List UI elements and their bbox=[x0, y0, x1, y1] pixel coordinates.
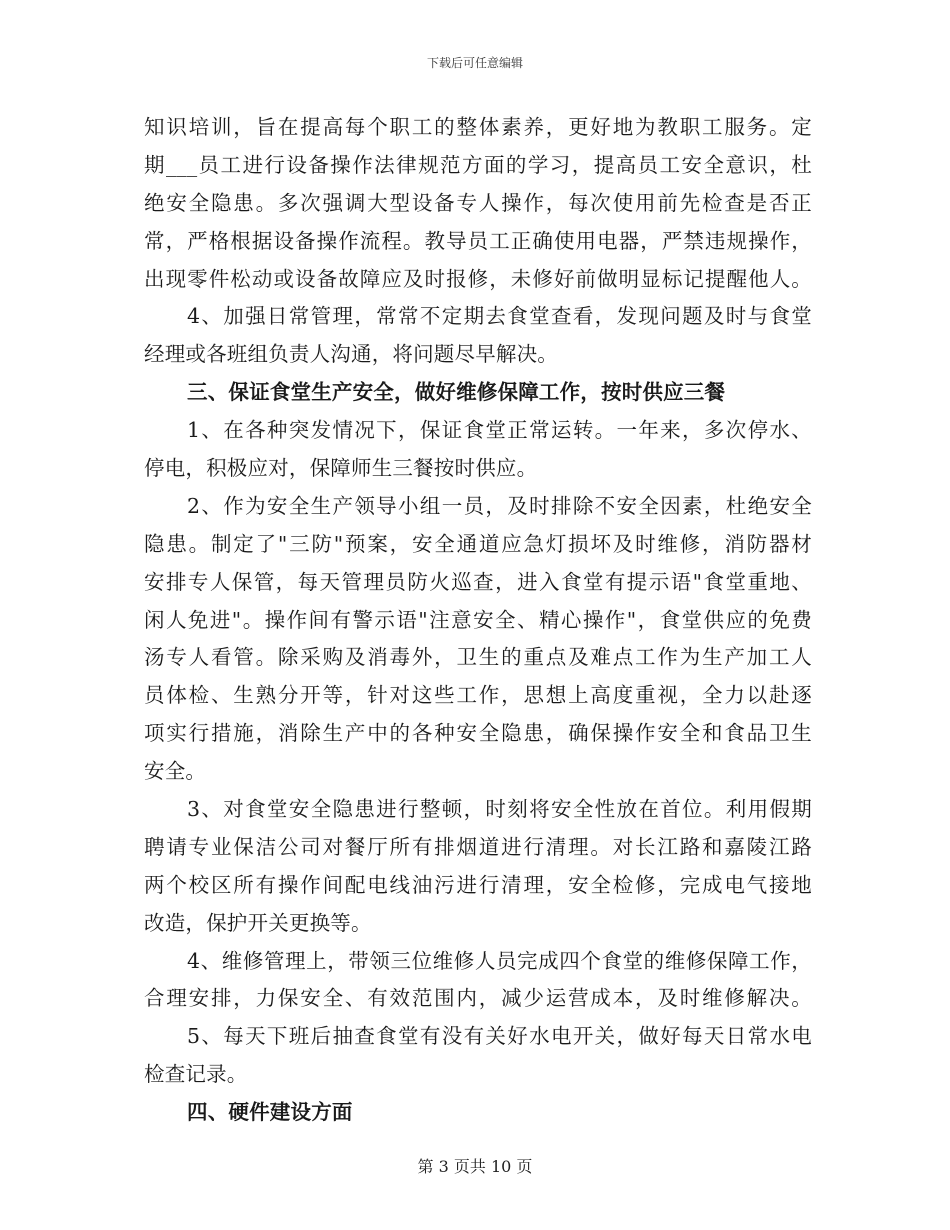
text-line: 隐患。制定了"三防"预案，安全通道应急灯损坏及时维修，消防器材 bbox=[144, 531, 812, 556]
text-line: 改造，保护开关更换等。 bbox=[144, 910, 372, 935]
text-line: 经理或各班组负责人沟通，将问题尽早解决。 bbox=[144, 342, 558, 367]
text-line: 员体检、生熟分开等，针对这些工作，思想上高度重视，全力以赴逐 bbox=[144, 683, 812, 708]
text-line: 4、维修管理上，带领三位维修人员完成四个食堂的维修保障工作， bbox=[187, 948, 812, 973]
text-line: 聘请专业保洁公司对餐厅所有排烟道进行清理。对长江路和嘉陵江路 bbox=[144, 834, 812, 859]
text-line: 绝安全隐患。多次强调大型设备专人操作，每次使用前先检查是否正 bbox=[144, 190, 812, 215]
text-line: 3、对食堂安全隐患进行整顿，时刻将安全性放在首位。利用假期 bbox=[187, 797, 812, 822]
text-line: 项实行措施，消除生产中的各种安全隐患，确保操作安全和食品卫生 bbox=[144, 721, 812, 746]
text-line: 出现零件松动或设备故障应及时报修，未修好前做明显标记提醒他人。 bbox=[144, 266, 812, 291]
text-line: 合理安排，力保安全、有效范围内，减少运营成本，及时维修解决。 bbox=[144, 986, 812, 1011]
text-line: 4、加强日常管理，常常不定期去食堂查看，发现问题及时与食堂 bbox=[187, 304, 812, 329]
page-number: 第 3 页共 10 页 bbox=[417, 1157, 533, 1176]
text-line: 闲人免进"。操作间有警示语"注意安全、精心操作"，食堂供应的免费 bbox=[144, 607, 812, 632]
text-line: 知识培训，旨在提高每个职工的整体素养，更好地为教职工服务。定 bbox=[144, 115, 812, 139]
section-heading: 三、保证食堂生产安全，做好维修保障工作，按时供应三餐 bbox=[187, 380, 726, 405]
text-line: 2、作为安全生产领导小组一员，及时排除不安全因素，杜绝安全 bbox=[187, 493, 812, 518]
text-line: 安全。 bbox=[144, 759, 207, 784]
text-line: 停电，积极应对，保障师生三餐按时供应。 bbox=[144, 456, 538, 481]
section-heading: 四、硬件建设方面 bbox=[187, 1100, 353, 1125]
text-line: 期___员工进行设备操作法律规范方面的学习，提高员工安全意识，杜 bbox=[144, 152, 812, 177]
text-line: 常，严格根据设备操作流程。教导员工正确使用电器，严禁违规操作， bbox=[144, 228, 812, 253]
text-line: 1、在各种突发情况下，保证食堂正常运转。一年来，多次停水、 bbox=[187, 418, 812, 443]
document-body bbox=[144, 109, 812, 1132]
text-line: 汤专人看管。除采购及消毒外，卫生的重点及难点工作为生产加工人 bbox=[144, 645, 812, 670]
text-line: 安排专人保管，每天管理员防火巡查，进入食堂有提示语"食堂重地、 bbox=[144, 569, 812, 594]
text-line: 检查记录。 bbox=[144, 1062, 248, 1087]
text-line: 5、每天下班后抽查食堂有没有关好水电开关，做好每天日常水电 bbox=[187, 1024, 812, 1049]
text-line: 两个校区所有操作间配电线油污进行清理，安全检修，完成电气接地 bbox=[144, 872, 812, 897]
page-header: 下载后可任意编辑 bbox=[426, 56, 523, 70]
